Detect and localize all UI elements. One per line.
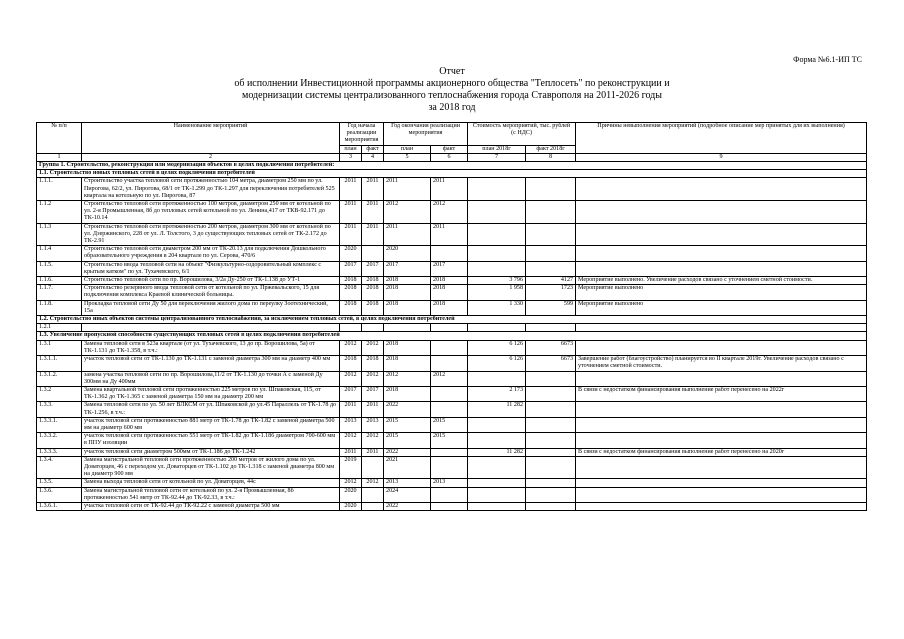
table-cell bbox=[431, 386, 468, 401]
table-cell: 2 173 bbox=[468, 386, 526, 401]
table-cell bbox=[431, 487, 468, 502]
table-cell: 2017 bbox=[340, 386, 362, 401]
table-cell bbox=[526, 456, 576, 479]
table-cell bbox=[468, 223, 526, 246]
table-cell: 1.1.8. bbox=[37, 300, 82, 315]
table-cell: 2018 bbox=[384, 386, 431, 401]
table-cell: Строительство тепловой сети протяженностью 200 метров, диаметром 300 мм от котельной по ул. Дзержинского, 228 от ул. Л. Толстого, 3 до существующих тепловых сетей от ТК-2.172 до ТК-2.91 bbox=[82, 223, 340, 246]
table-cell: 2020 bbox=[340, 502, 362, 510]
table-cell: 2018 bbox=[362, 300, 384, 315]
table-cell bbox=[468, 261, 526, 276]
table-cell: 2017 bbox=[384, 261, 431, 276]
table-cell: 2012 bbox=[340, 479, 362, 487]
table-cell: 2011 bbox=[384, 178, 431, 201]
table-cell bbox=[526, 223, 576, 246]
table-cell: 1.3.1 bbox=[37, 340, 82, 355]
table-cell: 2021 bbox=[384, 456, 431, 479]
table-cell bbox=[526, 417, 576, 432]
table-cell: 2022 bbox=[384, 502, 431, 510]
table-cell: 1.1.6. bbox=[37, 277, 82, 285]
table-cell: 2018 bbox=[384, 285, 431, 300]
table-cell bbox=[576, 324, 867, 332]
table-cell: 2020 bbox=[340, 487, 362, 502]
table-cell bbox=[431, 324, 468, 332]
table-cell bbox=[384, 324, 431, 332]
table-cell bbox=[468, 479, 526, 487]
table-cell bbox=[526, 246, 576, 261]
table-cell: 2018 bbox=[384, 300, 431, 315]
table-cell bbox=[362, 246, 384, 261]
section-row bbox=[37, 170, 867, 178]
table-row bbox=[37, 487, 867, 502]
table-cell bbox=[431, 246, 468, 261]
table-cell bbox=[576, 417, 867, 432]
table-cell: 2013 bbox=[384, 479, 431, 487]
header-start: Год начала реализации мероприятия bbox=[340, 123, 384, 146]
table-cell: 2011 bbox=[362, 402, 384, 417]
table-cell: 2011 bbox=[340, 448, 362, 456]
table-cell: Мероприятие выполнено. Увеличение расходов связано с уточнением сметной стоимости. bbox=[576, 277, 867, 285]
table-row bbox=[37, 300, 867, 315]
column-number: 5 bbox=[384, 153, 431, 161]
table-cell bbox=[468, 502, 526, 510]
table-cell: 1.3.5. bbox=[37, 479, 82, 487]
table-cell: 2012 bbox=[340, 340, 362, 355]
column-number: 9 bbox=[576, 153, 867, 161]
table-cell bbox=[576, 433, 867, 448]
section-title: 1.3. Увеличение пропускной способности существующих тепловых сетей в целях подключения потребителей bbox=[37, 332, 867, 340]
table-cell bbox=[526, 433, 576, 448]
table-cell: Завершение работ (благоустройство) планируется во II квартале 2019г. Увеличение расходов связано с уточнением сметной стоимости. bbox=[576, 356, 867, 371]
table-cell: 1.3.3.3. bbox=[37, 448, 82, 456]
table-cell: 1.3.2 bbox=[37, 386, 82, 401]
table-cell: 2011 bbox=[340, 201, 362, 224]
table-cell: 2022 bbox=[384, 402, 431, 417]
table-cell bbox=[468, 246, 526, 261]
table-cell: 2018 bbox=[340, 277, 362, 285]
table-cell: Замена квартальной тепловой сети протяженностью 225 метров по ул. Шпаковская, 115, от ТК-1.362 до ТК-1.365 с заменой диаметра 150 мм на диаметр 200 мм bbox=[82, 386, 340, 401]
table-row bbox=[37, 502, 867, 510]
table-cell bbox=[82, 324, 340, 332]
table-cell: 2018 bbox=[384, 340, 431, 355]
table-cell: Строительство ввода тепловой сети на объект "Физкультурно-оздоровительный комплекс с крытым катком" по ул. Тухачевского, 6/1 bbox=[82, 261, 340, 276]
table-row bbox=[37, 433, 867, 448]
header-name: Наименование мероприятий bbox=[82, 123, 340, 154]
table-cell: 2011 bbox=[384, 223, 431, 246]
table-cell bbox=[576, 479, 867, 487]
table-cell: 2018 bbox=[340, 300, 362, 315]
table-cell: 6673 bbox=[526, 340, 576, 355]
table-cell: 1.1.4 bbox=[37, 246, 82, 261]
table-cell bbox=[576, 456, 867, 479]
table-cell: Замена магистральной тепловой сети от котельной по ул. 2-я Промышленная, 8б протяженностью 541 метр от ТК-92.44 до ТК-92.33, в т.ч.: bbox=[82, 487, 340, 502]
table-cell bbox=[576, 487, 867, 502]
table-cell: Прокладка тепловой сети Ду 50 для переключения жилого дома по переулку Зоотехнический, 15а bbox=[82, 300, 340, 315]
table-cell: Строительство резервного ввода тепловой сети от котельной по ул. Пржевальского, 15 для подключения комплекса Краевой клинической больницы. bbox=[82, 285, 340, 300]
title-line: об исполнении Инвестиционной программы акционерного общества "Теплосеть" по реконструкции и bbox=[234, 78, 670, 89]
title-line: модернизации системы централизованного теплоснабжения города Ставрополя на 2011-2026 годы bbox=[242, 90, 662, 101]
table-row bbox=[37, 456, 867, 479]
header-end-fact: факт bbox=[431, 145, 468, 153]
table-cell: 2017 bbox=[362, 386, 384, 401]
table-cell: 2012 bbox=[362, 479, 384, 487]
table-cell bbox=[576, 261, 867, 276]
column-number: 8 bbox=[526, 153, 576, 161]
column-number: 1 bbox=[37, 153, 82, 161]
table-cell: 1.3.3.2. bbox=[37, 433, 82, 448]
table-cell: 2018 bbox=[384, 356, 431, 371]
table-cell: 2012 bbox=[384, 371, 431, 386]
table-cell: 2012 bbox=[340, 433, 362, 448]
header-start-fact: факт bbox=[362, 145, 384, 153]
table-cell: 1.3.3.1. bbox=[37, 417, 82, 432]
table-cell bbox=[468, 371, 526, 386]
table-cell bbox=[576, 246, 867, 261]
table-cell: 599 bbox=[526, 300, 576, 315]
table-cell: 1.1.1. bbox=[37, 178, 82, 201]
table-cell: 2024 bbox=[384, 487, 431, 502]
table-cell: 2013 bbox=[340, 417, 362, 432]
table-cell: 2011 bbox=[340, 223, 362, 246]
table-cell bbox=[526, 448, 576, 456]
table-cell: 2018 bbox=[431, 285, 468, 300]
table-cell: 1.1.3 bbox=[37, 223, 82, 246]
table-cell: 1.3.3. bbox=[37, 402, 82, 417]
table-cell bbox=[362, 502, 384, 510]
table-cell: участок тепловой сети протяженностью 551 метр от ТК-1.82 до ТК-1.186 диаметром 700-600 мм в ППУ изоляции bbox=[82, 433, 340, 448]
table-cell: 1.3.1.1. bbox=[37, 356, 82, 371]
table-cell: 1.1.7. bbox=[37, 285, 82, 300]
table-row bbox=[37, 201, 867, 224]
table-row bbox=[37, 246, 867, 261]
table-row bbox=[37, 356, 867, 371]
table-cell bbox=[468, 201, 526, 224]
table-cell: 1.2.1 bbox=[37, 324, 82, 332]
table-cell: 2015 bbox=[384, 433, 431, 448]
table-cell: 2012 bbox=[340, 371, 362, 386]
table-cell: участок тепловой сети протяженностью 881 метр от ТК-1.78 до ТК-1.82 с заменой диаметра 500 мм на диаметр 600 мм bbox=[82, 417, 340, 432]
table-cell bbox=[468, 456, 526, 479]
table-cell: 2011 bbox=[362, 448, 384, 456]
table-cell bbox=[526, 201, 576, 224]
column-number: 3 bbox=[340, 153, 362, 161]
table-cell: 1723 bbox=[526, 285, 576, 300]
table-cell: Замена выхода тепловой сети от котельной по ул. Доваторцев, 44с bbox=[82, 479, 340, 487]
header-start-plan: план bbox=[340, 145, 362, 153]
table-cell: 2018 bbox=[362, 277, 384, 285]
table-cell: 2015 bbox=[431, 433, 468, 448]
table-cell bbox=[362, 456, 384, 479]
table-cell bbox=[576, 502, 867, 510]
table-cell bbox=[431, 456, 468, 479]
column-number: 4 bbox=[362, 153, 384, 161]
table-cell: 2012 bbox=[431, 371, 468, 386]
table-cell: 2012 bbox=[431, 201, 468, 224]
table-cell: 1.3.4. bbox=[37, 456, 82, 479]
table-cell: В связи с недостатком финансирования выполнение работ перенесено на 2022г bbox=[576, 386, 867, 401]
column-number: 6 bbox=[431, 153, 468, 161]
table-cell: 2011 bbox=[362, 178, 384, 201]
table-row bbox=[37, 371, 867, 386]
table-cell bbox=[526, 178, 576, 201]
table-cell: 2017 bbox=[340, 261, 362, 276]
table-cell bbox=[468, 324, 526, 332]
table-cell: 1.1.2 bbox=[37, 201, 82, 224]
table-cell: 1.1.5. bbox=[37, 261, 82, 276]
header-cost: Стоимость мероприятий, тыс. рублей (с НДС) bbox=[468, 123, 576, 146]
table-cell bbox=[431, 356, 468, 371]
table-cell: 6673 bbox=[526, 356, 576, 371]
table-cell bbox=[468, 417, 526, 432]
header-fact-2018: факт 2018г bbox=[526, 145, 576, 153]
table-cell: 2018 bbox=[431, 300, 468, 315]
column-numbers-row bbox=[37, 153, 867, 161]
table-cell: 1.3.1.2. bbox=[37, 371, 82, 386]
form-number: Форма №6.1-ИП ТС bbox=[793, 55, 862, 64]
table-cell: 11 282 bbox=[468, 448, 526, 456]
table-cell: замена участка тепловой сети по пр. Ворошилова,11/2 от ТК-1.130 до точки А с заменой Ду 300мм на Ду 400мм bbox=[82, 371, 340, 386]
table-row bbox=[37, 261, 867, 276]
table-cell bbox=[468, 487, 526, 502]
table-cell: 2017 bbox=[362, 261, 384, 276]
table-cell bbox=[431, 448, 468, 456]
table-cell: 11 282 bbox=[468, 402, 526, 417]
table-cell bbox=[526, 386, 576, 401]
table-row bbox=[37, 402, 867, 417]
section-title: Группа 1. Строительство, реконструкция или модернизация объектов в целях подключения потребителей: bbox=[37, 162, 867, 170]
section-title: 1.2. Строительство иных объектов системы централизованного теплоснабжения, за исключением тепловых сетей, в целях подключения потребителей bbox=[37, 316, 867, 324]
column-number: 2 bbox=[82, 153, 340, 161]
table-row bbox=[37, 340, 867, 355]
table-cell: Замена магистральной тепловой сети протяженностью 200 метров от жилого дома по ул. Доваторцев, 46 с переходом ул. Доваторцев от ТК-1.102 до ТК-1.318 с заменой диаметра 800 мм на диаметр 900 мм bbox=[82, 456, 340, 479]
table-row bbox=[37, 178, 867, 201]
table-cell: 4127 bbox=[526, 277, 576, 285]
table-cell: участок тепловой сети диаметром 500мм от ТК-1.186 до ТК-1.242 bbox=[82, 448, 340, 456]
table-cell: 2011 bbox=[431, 178, 468, 201]
table-cell: 2015 bbox=[384, 417, 431, 432]
table-cell bbox=[526, 479, 576, 487]
table-cell bbox=[431, 402, 468, 417]
table-cell: 2013 bbox=[431, 479, 468, 487]
header-end-plan: план bbox=[384, 145, 431, 153]
table-cell: 1.3.6. bbox=[37, 487, 82, 502]
table-cell: 1.3.6.1. bbox=[37, 502, 82, 510]
table-cell: 2011 bbox=[340, 178, 362, 201]
table-cell: 3 796 bbox=[468, 277, 526, 285]
section-title: 1.1. Строительство новых тепловых сетей в целях подключения потребителей bbox=[37, 170, 867, 178]
table-cell bbox=[526, 502, 576, 510]
table-cell bbox=[576, 371, 867, 386]
column-number: 7 bbox=[468, 153, 526, 161]
table-cell: 2018 bbox=[362, 285, 384, 300]
table-cell bbox=[431, 502, 468, 510]
table-cell bbox=[340, 324, 362, 332]
report-body bbox=[37, 162, 867, 511]
table-cell: Замена тепловой сети по ул. 50 лет ВЛКСМ от ул. Шпаковской до ул.45 Параллель от ТК-1.78 до ТК-1.256, в т.ч.: bbox=[82, 402, 340, 417]
section-row bbox=[37, 316, 867, 324]
table-row bbox=[37, 417, 867, 432]
header-plan-2018: план 2018г bbox=[468, 145, 526, 153]
table-cell: 2018 bbox=[362, 356, 384, 371]
table-cell: 2018 bbox=[431, 277, 468, 285]
table-cell bbox=[362, 487, 384, 502]
table-cell: Мероприятие выполнено bbox=[576, 300, 867, 315]
table-cell bbox=[576, 223, 867, 246]
table-row bbox=[37, 285, 867, 300]
section-row bbox=[37, 332, 867, 340]
table-cell: Строительство участка тепловой сети протяженностью 104 метра, диаметром 250 мм по ул. Пирогова, 62/2, ул. Пирогова, 68/1 от ТК-1.299 до ТК-1.297 для переключения потребителей 525 квартала на котельную по ул. Пирогова, 87 bbox=[82, 178, 340, 201]
table-cell: 2018 bbox=[340, 285, 362, 300]
table-cell: Строительство тепловой сети по пр. Ворошилова, 3/2а Ду-250 от ТК-1.138 до УТ-1 bbox=[82, 277, 340, 285]
table-cell bbox=[576, 178, 867, 201]
table-cell: участок тепловой сети от ТК-1.130 до ТК-1.131 с заменой диаметра 300 мм на диаметр 400 мм bbox=[82, 356, 340, 371]
table-cell bbox=[526, 487, 576, 502]
table-cell: 1 958 bbox=[468, 285, 526, 300]
table-cell: участка тепловой сети от ТК-92.44 до ТК-92.22 с заменой диаметра 500 мм bbox=[82, 502, 340, 510]
table-cell: 1 330 bbox=[468, 300, 526, 315]
table-cell: 2018 bbox=[384, 277, 431, 285]
table-cell: 2018 bbox=[340, 356, 362, 371]
table-cell: Строительство тепловой сети диаметром 200 мм от ТК-20.13 для подключения Дошкольного образовательного учреждения в 204 квартале по ул. Серова, 470/6 bbox=[82, 246, 340, 261]
table-cell: Мероприятие выполнено bbox=[576, 285, 867, 300]
table-cell bbox=[576, 340, 867, 355]
section-row bbox=[37, 162, 867, 170]
table-row bbox=[37, 324, 867, 332]
table-cell: Строительство тепловой сети протяженностью 100 метров, диаметром 250 мм от котельной по ул. 2-я Промышленная, 8б до тепловых сетей котельной по ул. Ленина,417 от ТКВ-92.171 до ТК-10.14 bbox=[82, 201, 340, 224]
title-line: за 2018 год bbox=[428, 102, 476, 113]
table-row bbox=[37, 223, 867, 246]
header-end: Год окончания реализации мероприятия bbox=[384, 123, 468, 146]
table-cell bbox=[468, 178, 526, 201]
table-cell bbox=[526, 402, 576, 417]
header-reasons: Причины невыполнения мероприятий (подробное описание мер принятых для их выполнения) bbox=[576, 123, 867, 154]
table-cell: 2012 bbox=[362, 340, 384, 355]
table-cell: 2020 bbox=[384, 246, 431, 261]
table-cell: 2022 bbox=[384, 448, 431, 456]
table-cell bbox=[526, 371, 576, 386]
table-cell bbox=[431, 340, 468, 355]
table-row bbox=[37, 277, 867, 285]
table-cell: В связи с недостатком финансирования выполнение работ перенесено на 2020г bbox=[576, 448, 867, 456]
title-line: Отчет bbox=[439, 66, 465, 77]
table-row bbox=[37, 386, 867, 401]
table-cell bbox=[576, 201, 867, 224]
table-cell: 2011 bbox=[362, 223, 384, 246]
table-cell: 2017 bbox=[431, 261, 468, 276]
table-cell: 2011 bbox=[362, 201, 384, 224]
table-cell: 6 126 bbox=[468, 340, 526, 355]
table-cell: 2015 bbox=[431, 417, 468, 432]
table-cell: 2012 bbox=[384, 201, 431, 224]
table-cell: 2012 bbox=[362, 371, 384, 386]
table-cell: 2011 bbox=[340, 402, 362, 417]
table-cell: 2019 bbox=[340, 456, 362, 479]
table-cell: 6 126 bbox=[468, 356, 526, 371]
table-row bbox=[37, 448, 867, 456]
report-title bbox=[0, 66, 904, 114]
table-cell bbox=[362, 324, 384, 332]
table-cell bbox=[468, 433, 526, 448]
table-cell: 2020 bbox=[340, 246, 362, 261]
table-cell: 2012 bbox=[362, 433, 384, 448]
table-row bbox=[37, 479, 867, 487]
table-cell: 2011 bbox=[431, 223, 468, 246]
table-cell bbox=[526, 324, 576, 332]
table-cell: 2013 bbox=[362, 417, 384, 432]
table-cell bbox=[576, 402, 867, 417]
table-cell: Замена тепловой сети в 523а квартале (от ул. Тухачевского, 13 до пр. Ворошилова, 5а) от ТК-1.131 до ТК-1.358, в т.ч.: bbox=[82, 340, 340, 355]
header-num: № п/п bbox=[37, 123, 82, 154]
report-table bbox=[36, 122, 867, 511]
table-cell bbox=[526, 261, 576, 276]
